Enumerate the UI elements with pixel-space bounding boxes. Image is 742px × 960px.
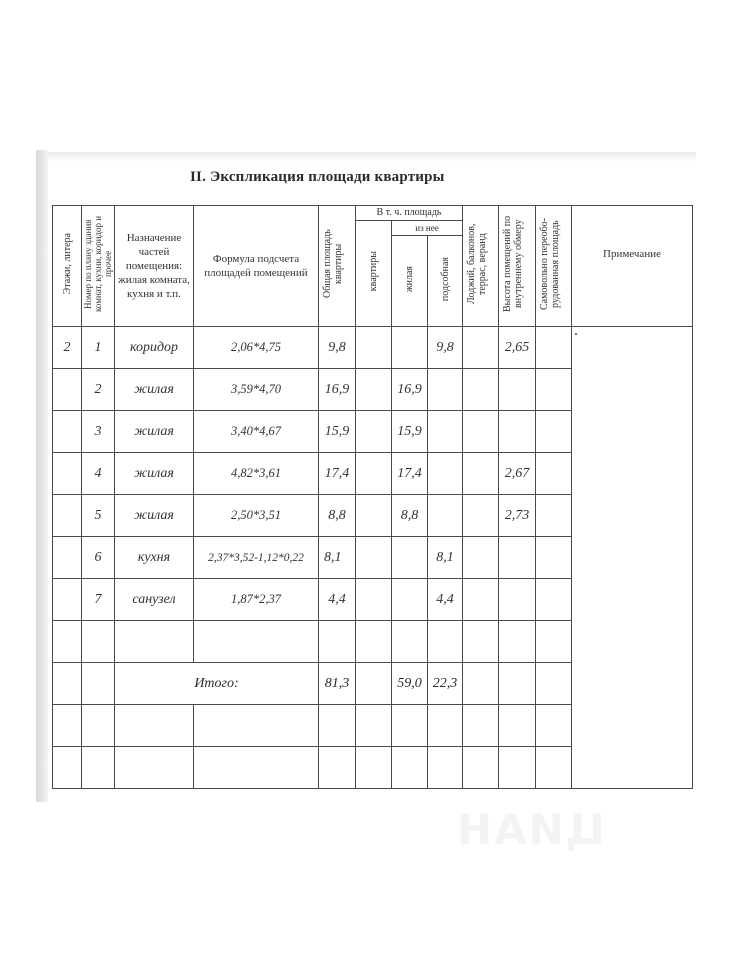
cell-formula: 2,50*3,51: [194, 495, 319, 537]
cell-total: 4,4: [319, 579, 356, 621]
cell-apartment: [356, 411, 392, 453]
cell-aux: [428, 495, 463, 537]
scan-edge-top: [36, 152, 696, 162]
cell-formula: 4,82*3,61: [194, 453, 319, 495]
cell-purpose: санузел: [115, 579, 194, 621]
cell-total: 8,8: [319, 495, 356, 537]
cell-purpose: жилая: [115, 453, 194, 495]
cell-living: 17,4: [392, 453, 428, 495]
header-floor-label: Этажи, литера: [61, 233, 73, 295]
cell-loggia: [463, 411, 499, 453]
cell-formula: 1,87*2,37: [194, 579, 319, 621]
cell-apartment: [356, 579, 392, 621]
cell-purpose: кухня: [115, 537, 194, 579]
cell-unauth: [536, 495, 572, 537]
cell-loggia: [463, 537, 499, 579]
header-height: [499, 206, 536, 327]
cell-height: 2,73: [499, 495, 536, 537]
cell-unauth: [536, 579, 572, 621]
cell-aux: 9,8: [428, 327, 463, 369]
header-living: [392, 236, 428, 327]
cell-no: 5: [82, 495, 115, 537]
header-height-label: Высота помещений по внутреннему обмеру: [502, 215, 524, 313]
header-unauthorized-label: Самовольно переобо-рудованная площадь: [538, 218, 561, 311]
header-purpose: Назначение частей помещения: жилая комната, кухня и т.п.: [115, 206, 194, 327]
cell-total: 9,8: [319, 327, 356, 369]
cell-aux: 4,4: [428, 579, 463, 621]
cell-apartment: [356, 369, 392, 411]
cell-total: 17,4: [319, 453, 356, 495]
cell-note: [572, 327, 693, 789]
cell-unauth: [536, 453, 572, 495]
header-floor: [53, 206, 82, 327]
cell-loggia: [463, 327, 499, 369]
scan-speck: [575, 333, 577, 335]
cell-no: 1: [82, 327, 115, 369]
cell-height: [499, 369, 536, 411]
header-loggias: [463, 206, 499, 327]
cell-purpose: коридор: [115, 327, 194, 369]
totals-living-area: 59,0: [392, 663, 428, 705]
cell-living: [392, 537, 428, 579]
cell-floor: [53, 579, 82, 621]
cell-loggia: [463, 369, 499, 411]
cell-formula: 3,40*4,67: [194, 411, 319, 453]
table-row: [53, 327, 693, 369]
cell-living: 8,8: [392, 495, 428, 537]
header-apartment: [356, 221, 392, 327]
cell-no: 7: [82, 579, 115, 621]
cell-formula: 2,06*4,75: [194, 327, 319, 369]
cell-unauth: [536, 537, 572, 579]
header-formula: Формула подсчета площадей помещений: [194, 206, 319, 327]
cell-purpose: жилая: [115, 495, 194, 537]
cell-no: 6: [82, 537, 115, 579]
cell-floor: [53, 369, 82, 411]
cell-living: [392, 579, 428, 621]
cell-floor: 2: [53, 327, 82, 369]
cell-purpose: жилая: [115, 411, 194, 453]
header-unauthorized: [536, 206, 572, 327]
header-loggias-label: Лоджий, балконов, террас, веранд: [465, 223, 488, 305]
cell-no: 2: [82, 369, 115, 411]
cell-total: 15,9: [319, 411, 356, 453]
cell-apartment: [356, 327, 392, 369]
cell-unauth: [536, 411, 572, 453]
cell-height: [499, 579, 536, 621]
totals-total-area: 81,3: [319, 663, 356, 705]
cell-formula: 3,59*4,70: [194, 369, 319, 411]
watermark: ЦИАН: [455, 805, 605, 854]
cell-unauth: [536, 327, 572, 369]
cell-loggia: [463, 495, 499, 537]
cell-height: [499, 411, 536, 453]
cell-aux: [428, 453, 463, 495]
header-living-label: жилая: [404, 265, 415, 293]
header-of-which: из нее: [392, 221, 463, 236]
cell-floor: [53, 411, 82, 453]
cell-height: 2,65: [499, 327, 536, 369]
cell-purpose: жилая: [115, 369, 194, 411]
cell-apartment: [356, 537, 392, 579]
cell-height: [499, 537, 536, 579]
cell-living: 15,9: [392, 411, 428, 453]
cell-apartment: [356, 453, 392, 495]
header-total-area: [319, 206, 356, 327]
cell-floor: [53, 495, 82, 537]
cell-unauth: [536, 369, 572, 411]
header-total-area-label: Общая площадь квартиры: [322, 229, 344, 299]
scan-edge-shadow: [36, 150, 48, 802]
cell-floor: [53, 453, 82, 495]
document-title: II. Экспликация площади квартиры: [190, 169, 445, 185]
cell-living: [392, 327, 428, 369]
header-room-no-label: Номер по плану здания комнат, кухни, коридор и прочее: [83, 215, 113, 313]
cell-apartment: [356, 495, 392, 537]
totals-label: Итого:: [115, 663, 319, 705]
cell-no: 4: [82, 453, 115, 495]
explication-table: [52, 205, 693, 789]
cell-total: 8,1: [319, 537, 356, 579]
header-auxiliary-label: подсобная: [439, 256, 451, 302]
header-incl-area: В т. ч. площадь: [356, 206, 463, 221]
totals-aux-area: 22,3: [428, 663, 463, 705]
header-room-no: [82, 206, 115, 327]
cell-no: 3: [82, 411, 115, 453]
cell-loggia: [463, 453, 499, 495]
cell-aux: [428, 411, 463, 453]
cell-living: 16,9: [392, 369, 428, 411]
header-auxiliary: [428, 236, 463, 327]
header-note: Примечание: [572, 206, 693, 327]
header-apartment-label: квартиры: [368, 251, 379, 292]
cell-aux: 8,1: [428, 537, 463, 579]
cell-aux: [428, 369, 463, 411]
cell-total: 16,9: [319, 369, 356, 411]
cell-formula: 2,37*3,52-1,12*0,22: [194, 537, 319, 579]
cell-height: 2,67: [499, 453, 536, 495]
cell-floor: [53, 537, 82, 579]
cell-loggia: [463, 579, 499, 621]
